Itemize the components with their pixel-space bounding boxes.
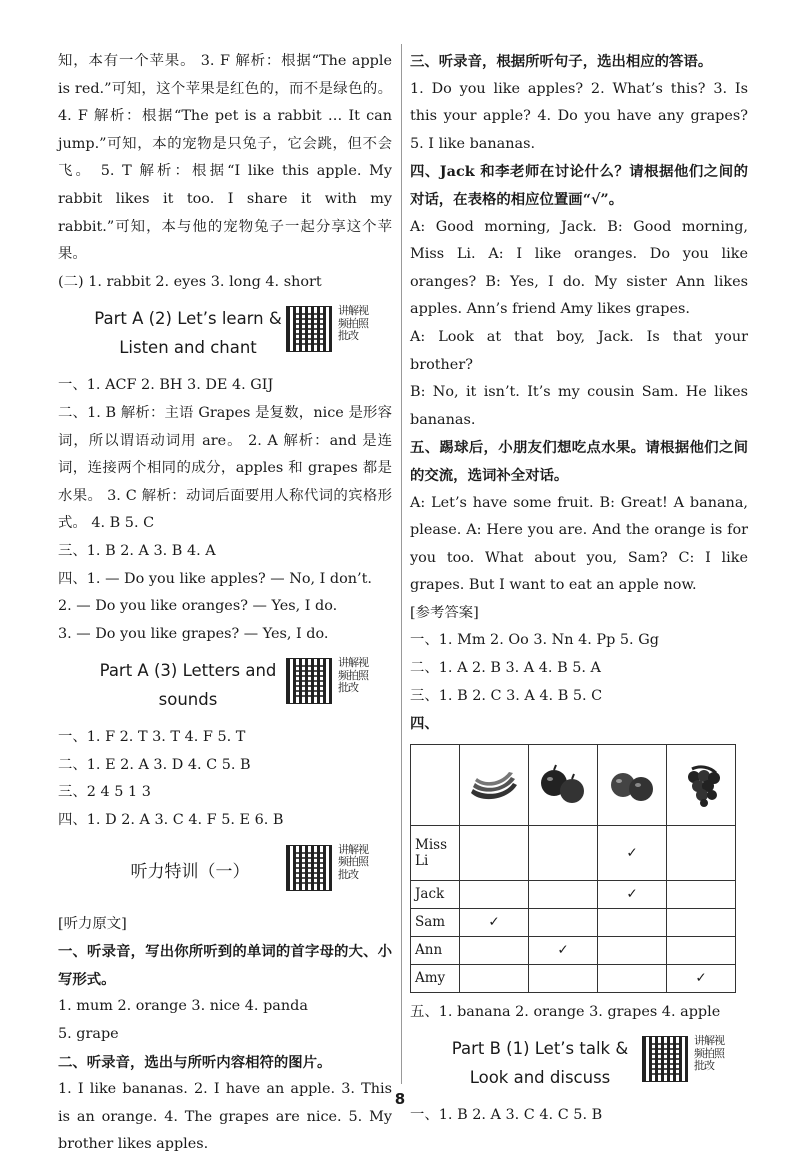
table-row <box>411 908 736 936</box>
answer-text: 1. I like bananas. 2. I have an apple. 3. This is an orange. 4. The grapes are nice. 5. My brother likes apples. <box>58 1081 392 1153</box>
qr-label: 讲解视频拍照批改 <box>694 1034 724 1073</box>
table-header-row <box>411 744 736 825</box>
person-name: Amy <box>411 964 460 992</box>
answer-text: 5. grape <box>58 1026 119 1043</box>
left-column <box>58 48 392 1159</box>
answer-text: 一、1. ACF 2. BH 3. DE 4. GIJ <box>58 377 274 394</box>
check-cell <box>667 825 736 880</box>
question-heading: 二、听录音，选出与所听内容相符的图片。 <box>58 1053 332 1071</box>
answer-text: 三、1. B 2. A 3. B 4. A <box>58 542 216 559</box>
qr-code-icon <box>642 1036 688 1082</box>
check-cell <box>460 825 529 880</box>
section-header <box>58 839 392 905</box>
check-cell <box>598 936 667 964</box>
table-header-cell <box>598 744 667 825</box>
orange-icon <box>605 763 659 807</box>
check-cell <box>529 908 598 936</box>
section-header <box>58 300 392 366</box>
qr-label: 讲解视频拍照批改 <box>338 304 368 343</box>
check-cell: ✓ <box>598 880 667 908</box>
answer-text: 四、1. — Do you like apples? — No, I don’t. <box>58 570 372 587</box>
qr-label: 讲解视频拍照批改 <box>338 842 368 881</box>
subsection-label: [听力原文] <box>58 915 127 932</box>
section-title: Part B (1) Let’s talk & Look and discuss <box>451 1039 629 1088</box>
table-corner-cell <box>411 744 460 825</box>
table-row <box>411 825 736 880</box>
qr-code[interactable] <box>286 842 378 895</box>
check-cell <box>598 964 667 992</box>
answer-text: 一、1. F 2. T 3. T 4. F 5. T <box>58 729 246 746</box>
table-header-cell <box>460 744 529 825</box>
subsection-label: [参考答案] <box>410 604 479 621</box>
answer-text: 三、1. B 2. C 3. A 4. B 5. C <box>410 687 603 704</box>
qr-label: 讲解视频拍照批改 <box>338 656 368 695</box>
dialogue-text: A: Let’s have some fruit. B: Great! A banana, please. A: Here you are. And the orange is for you too. What about you, Sam? C: I like grapes. But I want to eat an apple now. <box>410 494 748 594</box>
page-number: 8 <box>394 1090 406 1108</box>
check-cell <box>460 936 529 964</box>
column-divider <box>401 44 402 1084</box>
answer-text: 三、2 4 5 1 3 <box>58 784 151 801</box>
check-cell: ✓ <box>667 964 736 992</box>
answer-text: 知，本有一个苹果。 3. F 解析：根据“The apple is red.”可知，这个苹果是红色的，而不是绿色的。 4. F 解析：根据“The pet is a rabbit … It can jump.”可知，本的宠物是只兔子，它会跳，但不会飞。 5. T 解析：根据“I like this apple. My rabbit likes it too. I share it with my rabbit.”可知，本与他的宠物兔子一起分享这个苹果。 <box>58 53 392 263</box>
grapes-icon <box>674 763 728 807</box>
dialogue-text: A: Look at that boy, Jack. Is that your brother? <box>410 328 748 373</box>
answer-text: 二、1. E 2. A 3. D 4. C 5. B <box>58 756 251 773</box>
table-row <box>411 964 736 992</box>
answer-text: 2. — Do you like oranges? — Yes, I do. <box>58 598 338 615</box>
person-name: Jack <box>411 880 460 908</box>
section-title: Part A (2) Let’s learn & Listen and chant <box>94 309 282 358</box>
check-cell <box>460 880 529 908</box>
answer-text: 1. Do you like apples? 2. What’s this? 3. Is this your apple? 4. Do you have any grapes? 5. I like bananas. <box>410 80 748 152</box>
table-header-cell <box>529 744 598 825</box>
answer-text: 五、1. banana 2. orange 3. grapes 4. apple <box>410 1003 721 1020</box>
section-header <box>410 1030 748 1096</box>
answer-text: 1. mum 2. orange 3. nice 4. panda <box>58 998 308 1015</box>
section-header <box>58 652 392 718</box>
question-heading: 四、Jack 和李老师在讨论什么？请根据他们之间的对话，在表格的相应位置画“√”。 <box>410 163 748 208</box>
check-cell <box>529 964 598 992</box>
check-cell <box>667 936 736 964</box>
answer-text: 3. — Do you like grapes? — Yes, I do. <box>58 625 329 642</box>
check-cell <box>529 825 598 880</box>
check-cell: ✓ <box>529 936 598 964</box>
fruit-table <box>410 744 736 993</box>
question-heading: 三、听录音，根据所听句子，选出相应的答语。 <box>410 53 713 70</box>
qr-code[interactable] <box>286 658 378 708</box>
check-cell: ✓ <box>460 908 529 936</box>
dialogue-text: B: No, it isn’t. It’s my cousin Sam. He likes bananas. <box>410 384 748 428</box>
answer-text: 四、 <box>410 715 439 733</box>
check-cell <box>529 880 598 908</box>
answer-text: 二、1. A 2. B 3. A 4. B 5. A <box>410 660 601 677</box>
person-name: Ann <box>411 936 460 964</box>
section-title: Part A (3) Letters and sounds <box>99 661 277 710</box>
person-name: Sam <box>411 908 460 936</box>
apple-icon <box>536 763 590 807</box>
check-cell <box>460 964 529 992</box>
table-header-cell <box>667 744 736 825</box>
banana-icon <box>467 763 521 807</box>
answer-text: (二) 1. rabbit 2. eyes 3. long 4. short <box>58 273 322 290</box>
qr-code-icon <box>286 845 332 891</box>
table-row <box>411 880 736 908</box>
check-cell <box>667 908 736 936</box>
check-cell <box>598 908 667 936</box>
table-row <box>411 936 736 964</box>
section-title: 听力特训（一） <box>130 861 250 882</box>
person-name: Miss Li <box>411 825 460 880</box>
check-cell: ✓ <box>598 825 667 880</box>
qr-code-icon <box>286 658 332 704</box>
question-heading: 一、听录音，写出你所听到的单词的首字母的大、小写形式。 <box>58 943 392 988</box>
dialogue-text: A: Good morning, Jack. B: Good morning, Miss Li. A: I like oranges. Do you like oranges? B: Yes, I do. My sister Ann likes apples. Ann’s friend Amy likes grapes. <box>410 218 748 318</box>
check-cell <box>667 880 736 908</box>
right-column <box>410 48 748 1130</box>
answer-text: 四、1. D 2. A 3. C 4. F 5. E 6. B <box>58 812 284 829</box>
answer-text: 一、1. B 2. A 3. C 4. C 5. B <box>410 1107 603 1124</box>
qr-code[interactable] <box>642 1036 734 1086</box>
qr-code-icon <box>286 306 332 352</box>
answer-text: 二、1. B 解析：主语 Grapes 是复数，nice 是形容词，所以谓语动词用 are。 2. A 解析：and 是连词，连接两个相同的成分，apples 和 grapes 都是水果。 3. C 解析：动词后面要用人称代词的宾格形式。 4. B 5. C <box>58 404 392 532</box>
answer-text: 一、1. Mm 2. Oo 3. Nn 4. Pp 5. Gg <box>410 632 659 649</box>
question-heading: 五、踢球后，小朋友们想吃点水果。请根据他们之间的交流，选词补全对话。 <box>410 439 748 484</box>
qr-code[interactable] <box>286 306 378 356</box>
